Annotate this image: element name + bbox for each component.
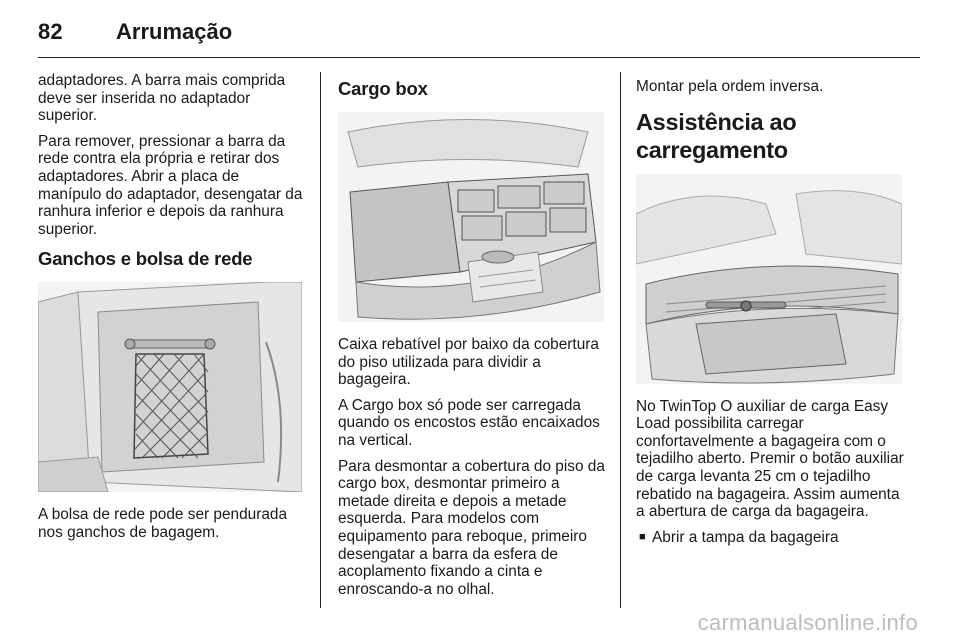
column-divider xyxy=(620,72,621,608)
net-bag-illustration xyxy=(38,282,302,492)
paragraph: Caixa rebatível por baixo da cobertura do piso utilizada para dividir a bagageira. xyxy=(338,336,599,389)
paragraph: No TwinTop O auxiliar de carga Easy Load possibilita carregar confortavelmente a bagageira com o tejadilho aberto. Premir o botão auxiliar de carga levanta 25 cm o tejadilho rebatido na bagageira. Assim aumenta a abertura de carga da bagageira. xyxy=(636,397,904,521)
column-divider xyxy=(320,72,321,608)
page-number: 82 xyxy=(38,19,63,44)
paragraph: Para desmontar a cobertura do piso da cargo box, desmontar primeiro a metade direita e depois a metade esquerda. Para modelos com equipamento para reboque, primeiro desengatar a barra da esfera de acoplamento fixando a cinta e enroscando-a no olhal. xyxy=(338,457,605,598)
paragraph: A Cargo box só pode ser carregada quando os encostos estão encaixados na vertical. xyxy=(338,396,600,449)
section-heading: Cargo box xyxy=(338,78,428,99)
paragraph: adaptadores. A barra mais comprida deve ser inserida no adaptador superior. xyxy=(38,72,286,125)
square-bullet-icon: ■ xyxy=(639,530,646,543)
column-1 xyxy=(38,72,306,550)
loading-assist-illustration xyxy=(636,174,902,384)
figure-caption: A bolsa de rede pode ser pendurada nos ganchos de bagagem. xyxy=(38,506,288,541)
column-3 xyxy=(636,72,906,546)
column-2 xyxy=(338,72,606,606)
section-heading-large: Assistência ao carregamento xyxy=(636,108,797,163)
page-header xyxy=(38,12,232,52)
running-title: Arrumação xyxy=(116,19,233,44)
cargo-box-illustration xyxy=(338,112,604,322)
paragraph: Montar pela ordem inversa. xyxy=(636,78,824,95)
section-heading: Ganchos e bolsa de rede xyxy=(38,248,253,270)
watermark: carmanualsonline.info xyxy=(697,610,918,635)
bullet-item xyxy=(636,529,906,547)
bullet-text: Abrir a tampa da bagageira xyxy=(652,528,839,546)
header-rule xyxy=(38,57,920,58)
paragraph: Para remover, pressionar a barra da rede contra ela própria e retirar dos adaptadores. Abrir a placa de manípulo do adaptador, desengatar da ranhura inferior e depois da ranhura superior. xyxy=(38,132,303,238)
